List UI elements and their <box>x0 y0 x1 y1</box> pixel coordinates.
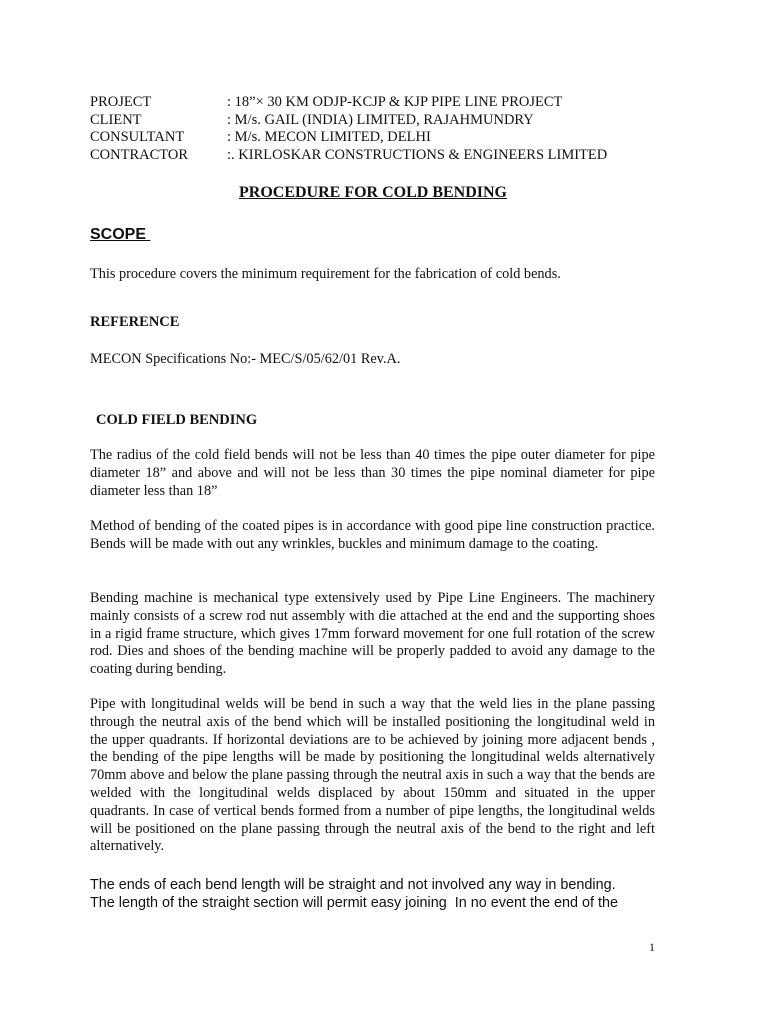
header-label: PROJECT <box>90 94 152 110</box>
scope-heading: SCOPE <box>90 226 151 243</box>
header-value: :. KIRLOSKAR CONSTRUCTIONS & ENGINEERS LIMITED <box>227 146 608 163</box>
header-value: : 18”× 30 KM ODJP-KCJP & KJP PIPE LINE PROJECT <box>227 94 563 110</box>
header-label: CONTRACTOR <box>90 146 189 163</box>
document-title-text: PROCEDURE FOR COLD BENDING <box>238 184 507 201</box>
header-row-contractor <box>90 147 607 165</box>
header-label: CLIENT <box>90 111 142 128</box>
header-value: : M/s. MECON LIMITED, DELHI <box>227 129 431 146</box>
paragraph-bend-radius: The radius of the cold field bends will not be less than 40 times the pipe outer diameter for pipe diameter 18” and above and will not be less than 30 times the pipe nominal diameter for pipe diameter less than 18” <box>90 447 655 499</box>
project-header <box>90 94 607 164</box>
document-title <box>0 184 768 202</box>
paragraph-line: The ends of each bend length will be straight and not involved any way in bending. <box>90 877 616 893</box>
header-row-consultant <box>90 129 607 147</box>
paragraph-coated-pipes: Method of bending of the coated pipes is in accordance with good pipe line construction practice. Bends will be made with out any wrinkles, buckles and minimum damage to the coating. <box>90 518 655 552</box>
paragraph-line: The length of the straight section will permit easy joining In no event the end of the <box>90 895 618 911</box>
header-value: : M/s. GAIL (INDIA) LIMITED, RAJAHMUNDRY <box>227 111 534 128</box>
cold-field-bending-heading: COLD FIELD BENDING <box>96 412 258 428</box>
header-row-project <box>90 94 607 112</box>
reference-heading: REFERENCE <box>90 314 180 330</box>
scope-text: This procedure covers the minimum requirement for the fabrication of cold bends. <box>90 266 561 282</box>
header-row-client <box>90 112 607 130</box>
header-label: CONSULTANT <box>90 129 185 146</box>
paragraph-longitudinal-welds: Pipe with longitudinal welds will be bend in such a way that the weld lies in the plane passing through the neutral axis of the bend which will be installed positioning the longitudinal weld in the upper quadrants. If horizontal deviations are to be achieved by joining more adjacent bends , the bending of the pipe lengths will be made by positioning the longitudinal welds alternatively 70mm above and below the plane passing through the neutral axis in such a way that the bends are welded with the longitudinal welds displaced by about 150mm and situated in the upper quadrants. In case of vertical bends formed from a number of pipe lengths, the longitudinal welds will be positioned on the plane passing through the neutral axis of the bend to the right and left alternatively. <box>90 696 655 855</box>
reference-text: MECON Specifications No:- MEC/S/05/62/01 Rev.A. <box>90 351 401 367</box>
paragraph-bend-ends <box>90 876 656 912</box>
paragraph-bending-machine: Bending machine is mechanical type extensively used by Pipe Line Engineers. The machinery mainly consists of a screw rod nut assembly with die attached at the end and the supporting shoes in a rigid frame structure, which gives 17mm forward movement for one full rotation of the screw rod. Dies and shoes of the bending machine will be properly padded to avoid any damage to the coating during bending. <box>90 590 655 678</box>
page-number: 1 <box>649 940 655 954</box>
